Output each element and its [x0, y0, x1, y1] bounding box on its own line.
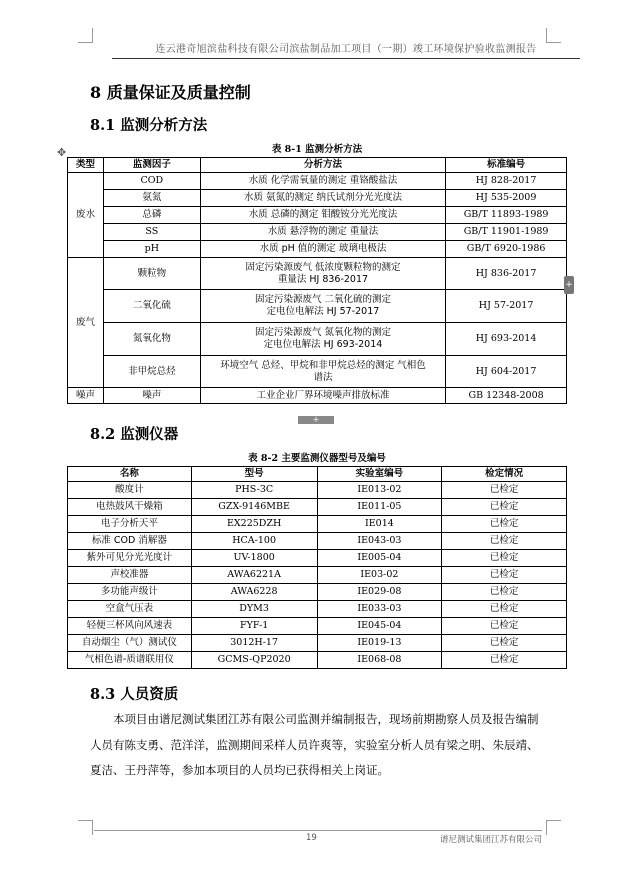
- model-cell: HCA-100: [191, 533, 317, 550]
- table-row: [68, 601, 567, 618]
- name-cell: 声校准器: [68, 567, 192, 584]
- method-cell: 水质 悬浮物的测定 重量法: [200, 224, 445, 241]
- lab-id-cell: IE005-04: [317, 550, 442, 567]
- std-cell: HJ 604-2017: [446, 356, 567, 388]
- calibration-cell: 已检定: [442, 482, 567, 499]
- name-cell: 酸度计: [68, 482, 192, 499]
- move-handle-icon[interactable]: ✥: [57, 146, 67, 159]
- calibration-cell: 已检定: [442, 652, 567, 669]
- std-cell: HJ 828-2017: [446, 173, 567, 190]
- table-header: 检定情况: [442, 467, 567, 482]
- table-row: [68, 482, 567, 499]
- factor-cell: pH: [103, 241, 200, 258]
- table1-caption: 表 8-1 监测分析方法: [271, 144, 363, 155]
- type-cell: 噪声: [68, 388, 104, 404]
- std-cell: GB/T 11901-1989: [446, 224, 567, 241]
- table-header: 名称: [68, 467, 192, 482]
- subsection-title-8-1: 8.1 监测分析方法: [90, 117, 208, 134]
- std-cell: GB/T 6920-1986: [446, 241, 567, 258]
- model-cell: DYM3: [191, 601, 317, 618]
- method-line: 定电位电解法 HJ 57-2017: [266, 306, 380, 317]
- page-header: 连云港奇旭滨盐科技有限公司滨盐制品加工项目（一期）竣工环境保护验收监测报告: [112, 40, 580, 59]
- factor-cell: 氨氮: [103, 190, 200, 207]
- method-cell: [200, 323, 445, 356]
- model-cell: AWA6221A: [191, 567, 317, 584]
- page-number: 19: [306, 833, 317, 843]
- table-row: [68, 635, 567, 652]
- name-cell: 电子分析天平: [68, 516, 192, 533]
- method-line: 固定污染源废气 低浓度颗粒物的测定: [245, 261, 401, 273]
- std-cell: HJ 535-2009: [446, 190, 567, 207]
- instruments-table: [67, 466, 567, 669]
- std-cell: GB/T 11893-1989: [446, 207, 567, 224]
- method-cell: [200, 290, 445, 323]
- std-cell: GB 12348-2008: [446, 388, 567, 404]
- table-header: 监测因子: [103, 158, 200, 173]
- table-row: [68, 550, 567, 567]
- model-cell: AWA6228: [191, 584, 317, 601]
- name-cell: 标准 COD 消解器: [68, 533, 192, 550]
- add-column-icon[interactable]: +: [564, 276, 574, 294]
- method-line: 定电位电解法 HJ 693-2014: [263, 339, 383, 350]
- table2-caption: 表 8-2 主要监测仪器型号及编号: [248, 453, 386, 464]
- analysis-methods-table: [67, 157, 567, 404]
- method-line: 环境空气 总烃、甲烷和非甲烷总烃的测定 气相色: [220, 359, 426, 371]
- factor-cell: COD: [103, 173, 200, 190]
- lab-id-cell: IE043-03: [317, 533, 442, 550]
- std-cell: HJ 693-2014: [446, 323, 567, 356]
- calibration-cell: 已检定: [442, 618, 567, 635]
- name-cell: 紫外可见分光光度计: [68, 550, 192, 567]
- table-row: [68, 516, 567, 533]
- std-cell: HJ 836-2017: [446, 258, 567, 290]
- table-header: 实验室编号: [317, 467, 442, 482]
- method-line: 固定污染源废气 氮氧化物的测定: [254, 327, 391, 338]
- lab-id-cell: IE013-02: [317, 482, 442, 499]
- lab-id-cell: IE045-04: [317, 618, 442, 635]
- std-cell: HJ 57-2017: [446, 290, 567, 323]
- name-cell: 电热鼓风干燥箱: [68, 499, 192, 516]
- table-row: [68, 567, 567, 584]
- factor-cell: 非甲烷总烃: [103, 356, 200, 388]
- factor-cell: 噪声: [103, 388, 200, 404]
- footer-company: 谱尼测试集团江苏有限公司: [439, 835, 542, 845]
- crop-mark: [78, 820, 93, 835]
- method-cell: 水质 氨氮的测定 纳氏试剂分光光度法: [200, 190, 445, 207]
- model-cell: EX225DZH: [191, 516, 317, 533]
- lab-id-cell: IE03-02: [317, 567, 442, 584]
- method-cell: [200, 356, 445, 388]
- name-cell: 自动烟尘（气）测试仪: [68, 635, 192, 652]
- name-cell: 轻便三杯风向风速表: [68, 618, 192, 635]
- lab-id-cell: IE033-03: [317, 601, 442, 618]
- model-cell: UV-1800: [191, 550, 317, 567]
- model-cell: 3012H-17: [191, 635, 317, 652]
- calibration-cell: 已检定: [442, 601, 567, 618]
- method-cell: 水质 pH 值的测定 玻璃电极法: [200, 241, 445, 258]
- lab-id-cell: IE014: [317, 516, 442, 533]
- model-cell: FYF-1: [191, 618, 317, 635]
- method-cell: 水质 化学需氧量的测定 重铬酸盐法: [200, 173, 445, 190]
- factor-cell: 颗粒物: [103, 258, 200, 290]
- name-cell: 气相色谱-质谱联用仪: [68, 652, 192, 669]
- calibration-cell: 已检定: [442, 584, 567, 601]
- subsection-title-8-3: 8.3 人员资质: [90, 686, 179, 703]
- add-row-icon[interactable]: +: [298, 416, 334, 424]
- method-cell: 水质 总磷的测定 钼酸铵分光光度法: [200, 207, 445, 224]
- method-line: 固定污染源废气 二氧化硫的测定: [254, 294, 391, 305]
- subsection-title-8-2: 8.2 监测仪器: [90, 426, 179, 443]
- calibration-cell: 已检定: [442, 635, 567, 652]
- calibration-cell: 已检定: [442, 550, 567, 567]
- method-cell: 工业企业厂界环境噪声排放标准: [200, 388, 445, 404]
- model-cell: PHS-3C: [191, 482, 317, 499]
- section-title: 8 质量保证及质量控制: [90, 83, 251, 102]
- factor-cell: 二氧化硫: [103, 290, 200, 323]
- model-cell: GCMS-QP2020: [191, 652, 317, 669]
- personnel-paragraph: 本项目由谱尼测试集团江苏有限公司监测并编制报告，现场前期勘察人员及报告编制人员有陈支勇、范洋洋，监测期间采样人员许爽等，实验室分析人员有梁之明、朱辰靖、夏洁、王丹萍等，参加本项目的人员均已获得相关上岗证。: [90, 712, 539, 777]
- table-header: 分析方法: [200, 158, 445, 173]
- type-cell: 废气: [68, 258, 104, 388]
- name-cell: 空盒气压表: [68, 601, 192, 618]
- lab-id-cell: IE068-08: [317, 652, 442, 669]
- table-header: 类型: [68, 158, 104, 173]
- calibration-cell: 已检定: [442, 533, 567, 550]
- lab-id-cell: IE019-13: [317, 635, 442, 652]
- table-row: [68, 652, 567, 669]
- factor-cell: SS: [103, 224, 200, 241]
- method-line: 谱法: [313, 371, 333, 383]
- table-row: [68, 499, 567, 516]
- model-cell: GZX-9146MBE: [191, 499, 317, 516]
- crop-mark: [546, 820, 561, 835]
- crop-mark: [78, 28, 93, 43]
- table-header: 标准编号: [446, 158, 567, 173]
- factor-cell: 总磷: [103, 207, 200, 224]
- table-row: [68, 584, 567, 601]
- table-row: [68, 618, 567, 635]
- lab-id-cell: IE011-05: [317, 499, 442, 516]
- calibration-cell: 已检定: [442, 567, 567, 584]
- calibration-cell: 已检定: [442, 499, 567, 516]
- lab-id-cell: IE029-08: [317, 584, 442, 601]
- table-row: [68, 533, 567, 550]
- name-cell: 多功能声级计: [68, 584, 192, 601]
- table-header: 型号: [191, 467, 317, 482]
- calibration-cell: 已检定: [442, 516, 567, 533]
- factor-cell: 氮氧化物: [103, 323, 200, 356]
- method-cell: [200, 258, 445, 290]
- page-footer: [94, 830, 542, 845]
- method-line: 重量法 HJ 836-2017: [277, 273, 369, 285]
- type-cell: 废水: [68, 173, 104, 258]
